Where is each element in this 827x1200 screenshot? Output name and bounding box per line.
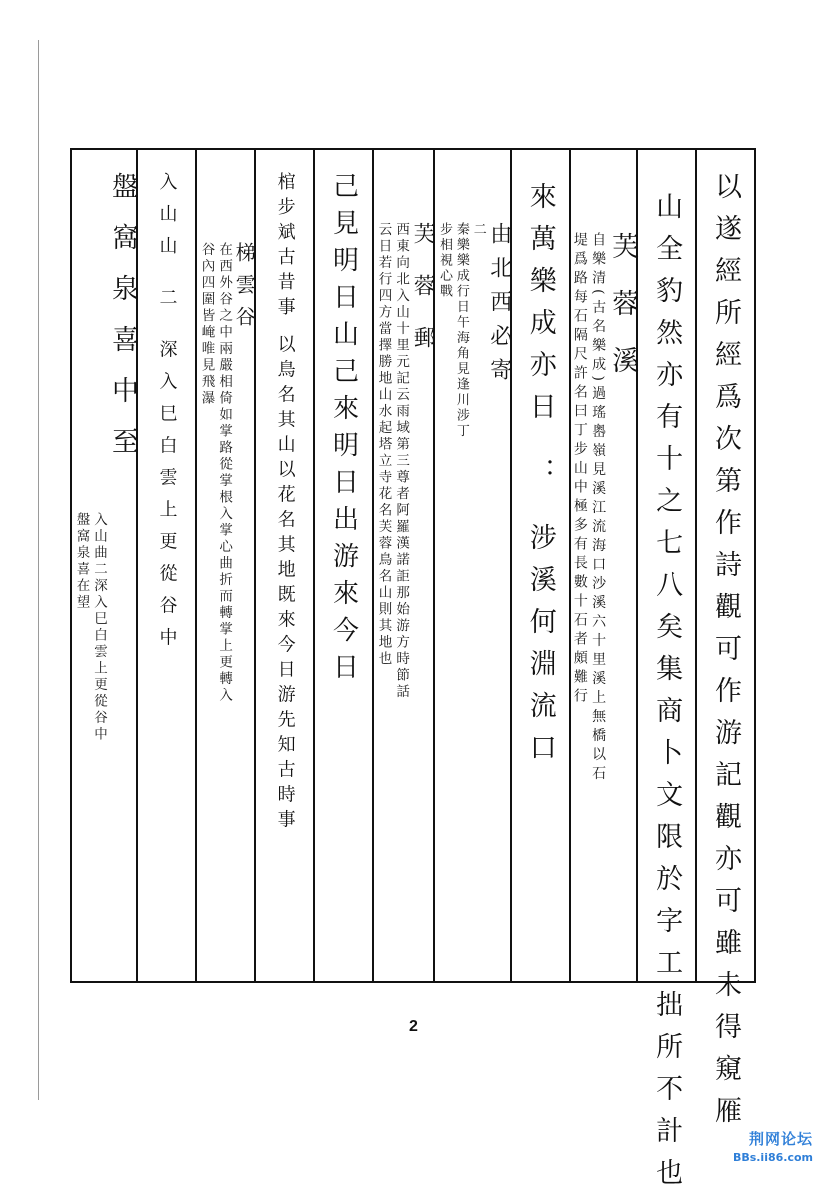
watermark-url[interactable]: BBs.ii86.com — [732, 1151, 813, 1164]
column-7-text: 己見明日山己來明日出游來今日 — [328, 172, 359, 690]
column-7 — [313, 150, 372, 981]
column-6 — [372, 150, 436, 981]
column-6-title: 芙蓉郵 — [410, 222, 436, 378]
site-watermark[interactable] — [733, 1128, 813, 1164]
column-4-text: 來萬樂成亦日 ： 涉溪何淵流口 — [524, 182, 556, 776]
page-edge-line — [38, 40, 39, 1100]
column-3-title: 芙蓉溪 — [607, 232, 639, 403]
column-4 — [510, 150, 569, 981]
column-9 — [195, 150, 257, 981]
column-5-text: 由北西必寄 — [486, 222, 512, 392]
watermark-name: 荆网论坛 — [748, 1130, 813, 1148]
column-5-note: 二 秦樂樂成行日午海角見逢川涉丁 步相視心戰 — [436, 222, 486, 439]
page-number: 2 — [409, 1018, 418, 1035]
column-8 — [254, 150, 313, 981]
column-8-text: 棺步斌古昔事 以鳥名其山以花名其地既來今日游先知古時事 — [274, 172, 296, 835]
column-1-text: 以遂經所經爲次第作詩觀可作游記觀亦可雖未得窺雁 — [710, 172, 742, 1138]
calligraphy-frame — [70, 148, 756, 1200]
column-6-note: 西東向北入山十里元記云雨域第三尊者阿羅漢諾詎那始游方時節話 云日若行四方當擇勝地山水起塔立寺花名芙蓉鳥名山則其地也 — [375, 222, 410, 701]
column-5 — [433, 150, 510, 981]
column-2 — [636, 150, 695, 1200]
column-1 — [695, 150, 754, 1138]
column-10 — [136, 150, 195, 981]
column-9-note: 在西外谷之中兩嚴相倚如掌路從掌根入掌心曲折而轉掌上更轉入 谷內四圍皆崦唯見飛瀑 — [198, 242, 233, 704]
column-11-text: 盤窩泉喜中至 — [107, 172, 139, 478]
column-11-note: 入山曲二深入巳白雲上更從谷中 盤窩泉喜在望 — [73, 512, 108, 743]
column-11 — [72, 150, 139, 981]
column-2-text: 山全豹然亦有十之七八矣集商卜文限於字工拙所不計也 — [651, 192, 683, 1200]
column-10-text: 入山山 二 深入巳白雲上更從谷中 — [156, 172, 178, 660]
column-3-note: 自樂清(古名樂成)過瑤嶴嶺見溪江流海口沙溪六十里溪上無橋以石 堤爲路每石隔尺許名曰丁步山中極多有長數十石者頗難行 — [571, 232, 607, 785]
column-9-title: 梯雲谷 — [232, 242, 257, 338]
column-3 — [569, 150, 639, 981]
